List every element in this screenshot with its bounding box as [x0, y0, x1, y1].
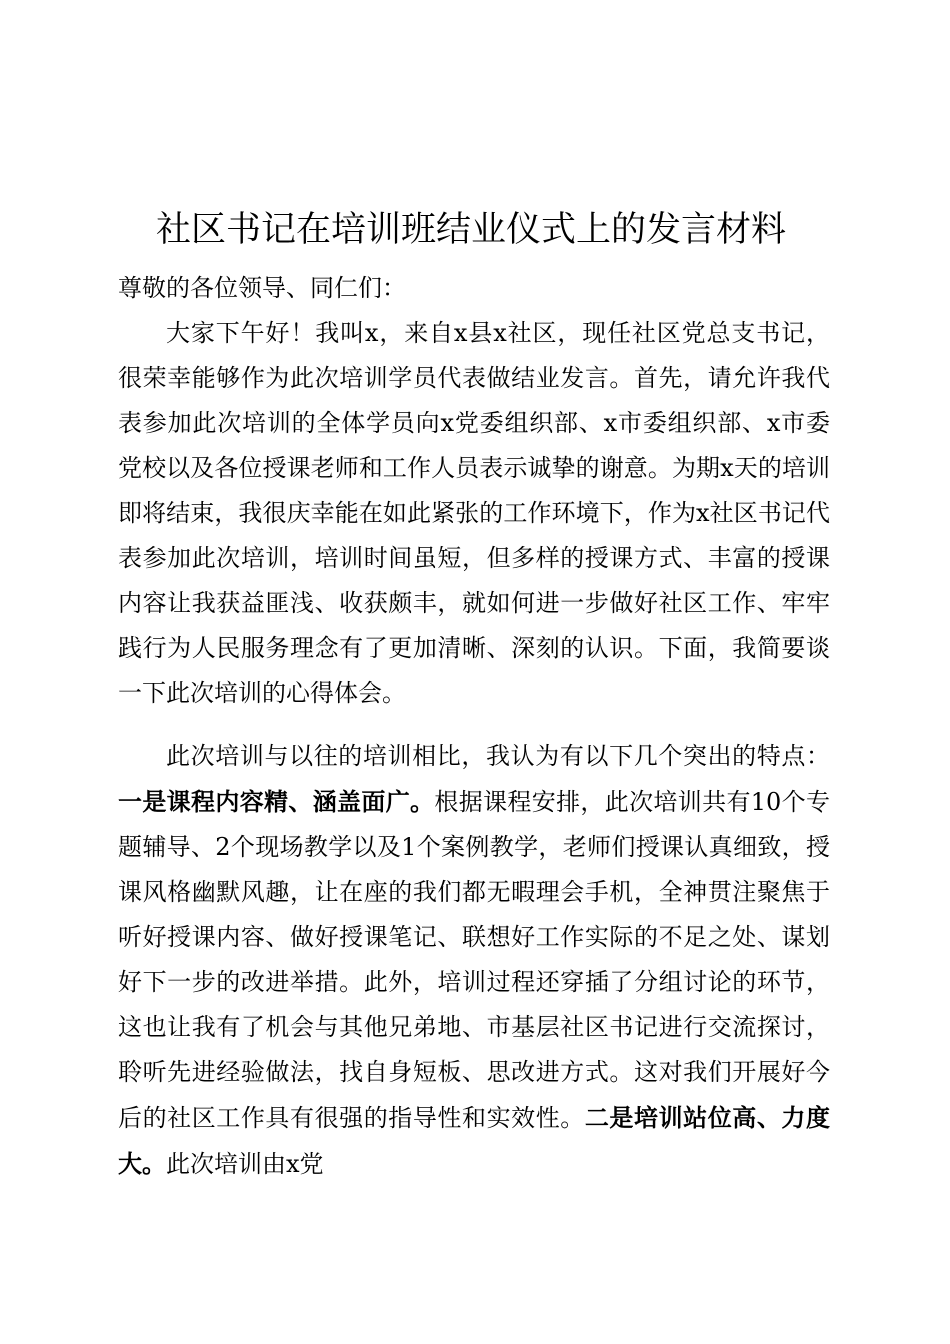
point-2-heading: 二是培训站位高、力度大。: [118, 1103, 831, 1178]
paragraph-gap: [118, 716, 830, 734]
salutation: 尊敬的各位领导、同仁们：: [118, 274, 406, 302]
point-1-heading: 一是课程内容精、涵盖面广。: [118, 787, 435, 816]
paragraph-2: [118, 734, 830, 1187]
paragraph-2-intro: 此次培训与以往的培训相比，我认为有以下几个突出的特点：: [166, 742, 830, 770]
document-title: 社区书记在培训班结业仪式上的发言材料: [155, 210, 786, 250]
point-2-body: 此次培训由x党: [166, 1150, 324, 1178]
document-body: [118, 266, 830, 1187]
paragraph-1: 大家下午好！我叫x，来自x县x社区，现任社区党总支书记，很荣幸能够作为此次培训学员代表做结业发言。首先，请允许我代表参加此次培训的全体学员向x党委组织部、x市委组织部、x市委党校以及各位授课老师和工作人员表示诚挚的谢意。为期x天的培训即将结束，我很庆幸能在如此紧张的工作环境下，作为x社区书记代表参加此次培训，培训时间虽短，但多样的授课方式、丰富的授课内容让我获益匪浅、收获颇丰，就如何进一步做好社区工作、牢牢践行为人民服务理念有了更加清晰、深刻的认识。下面，我简要谈一下此次培训的心得体会。: [118, 319, 830, 707]
point-1-body: 根据课程安排，此次培训共有10个专题辅导、2个现场教学以及1个案例教学，老师们授课认真细致，授课风格幽默风趣，让在座的我们都无暇理会手机，全神贯注聚焦于听好授课内容、做好授课笔记、联想好工作实际的不足之处、谋划好下一步的改进举措。此外，培训过程还穿插了分组讨论的环节，这也让我有了机会与其他兄弟地、市基层社区书记进行交流探讨，聆听先进经验做法，找自身短板、思改进方式。这对我们开展好今后的社区工作具有很强的指导性和实效性。: [118, 788, 830, 1132]
